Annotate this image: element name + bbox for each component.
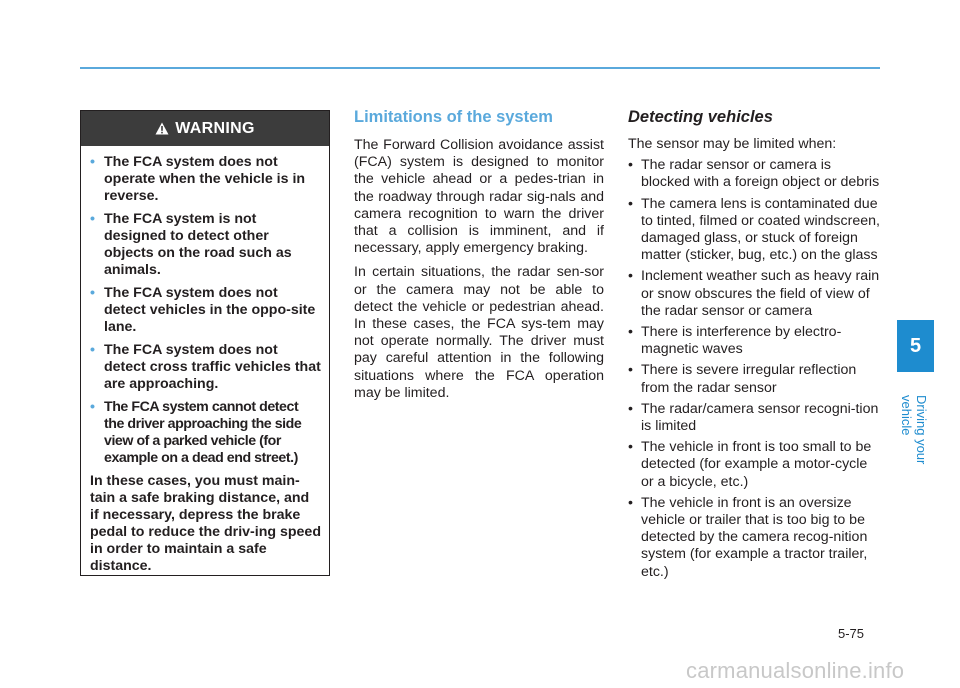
warning-header (81, 111, 329, 146)
list-item (628, 268, 882, 320)
warning-title: WARNING (175, 119, 255, 137)
list-item-text: There is interference by electro-magnetic waves (641, 324, 842, 358)
list-item-text: The vehicle in front is an oversize vehicle or trailer that is too big to be detected by the camera recog-nition system (for example a tractor trailer, etc.) (641, 494, 868, 580)
warning-item (90, 211, 321, 279)
list-item-text: Inclement weather such as heavy rain or snow obscures the field of view of the radar sensor or camera (641, 268, 880, 319)
warning-item-text: The FCA system does not detect cross traffic vehicles that are approaching. (104, 342, 321, 392)
chapter-tab[interactable]: 5 (897, 320, 934, 372)
detecting-section (628, 108, 882, 585)
list-item-text: The radar sensor or camera is blocked with a foreign object or debris (641, 157, 880, 191)
warning-triangle-icon (155, 122, 169, 135)
list-item (628, 157, 882, 191)
warning-item-text: The FCA system does not operate when the vehicle is in reverse. (104, 154, 306, 204)
list-item-text: The vehicle in front is too small to be detected (for example a motor-cycle or a bicycle, etc.) (641, 439, 872, 490)
bullet-icon: • (628, 494, 633, 511)
list-item-text: The radar/camera sensor recogni-tion is limited (641, 400, 879, 435)
bullet-icon: • (628, 268, 633, 285)
intro-text: The sensor may be limited when: (628, 136, 837, 152)
bullet-icon: • (90, 154, 95, 170)
warning-item (90, 154, 321, 205)
list-item (628, 196, 882, 265)
bullet-icon: • (90, 342, 95, 358)
watermark: carmanualsonline.info (686, 658, 905, 683)
warning-item (90, 285, 321, 336)
warning-body (81, 146, 329, 575)
chapter-label: Driving your vehicle (899, 395, 929, 465)
bullet-icon: • (628, 362, 633, 379)
warning-item (90, 399, 321, 467)
list-item-text: There is severe irregular reflection from the radar sensor (641, 362, 857, 396)
bullet-icon: • (628, 195, 633, 212)
warning-box (80, 110, 330, 576)
page-number: 5-75 (838, 626, 865, 641)
warning-item (90, 342, 321, 393)
bullet-icon: • (90, 211, 95, 227)
paragraph: The Forward Collision avoidance assist (FCA) system is designed to monitor the vehicle ahead or a pedes-trian in the roadway through radar sig-nals and camera recognition to warn the driver that a collision is imminent, and if necessary, apply emergency braking. (354, 137, 604, 257)
bullet-icon: • (628, 157, 633, 174)
warning-item-text: The FCA system is not designed to detect other objects on the road such as animals. (104, 211, 292, 278)
bullet-icon: • (90, 399, 95, 415)
limitations-section (354, 108, 604, 409)
warning-note: In these cases, you must main-tain a safe braking distance, and if necessary, depress the brake pedal to reduce the driv-ing speed in order to maintain a safe distance. (90, 473, 321, 574)
list-item (628, 495, 882, 581)
list-item-text: The camera lens is contaminated due to tinted, filmed or coated windscreen, damaged glass, or stuck of foreign matter (sticker, bug, etc.) on the glass (641, 195, 880, 264)
list-item (628, 401, 882, 435)
subsection-title: Detecting vehicles (628, 108, 773, 126)
bullet-icon: • (90, 285, 95, 301)
bullet-icon: • (628, 439, 633, 456)
list-item (628, 362, 882, 396)
section-title: Limitations of the system (354, 108, 553, 126)
bullet-icon: • (628, 400, 633, 417)
warning-item-text: The FCA system does not detect vehicles in the oppo-site lane. (104, 285, 316, 335)
warning-item-text: The FCA system cannot detect the driver approaching the side view of a parked vehicle (for example on a dead end street.) (104, 399, 302, 466)
list-item (628, 439, 882, 491)
list-item (628, 324, 882, 358)
bullet-icon: • (628, 324, 633, 341)
top-rule (80, 67, 880, 69)
paragraph: In certain situations, the radar sen-sor or the camera may not be able to detect the vehicle or pedestrian ahead. In these cases, the FCA sys-tem may not operate normally. The driver must pay careful attention in the following situations where the FCA operation may be limited. (354, 264, 604, 401)
